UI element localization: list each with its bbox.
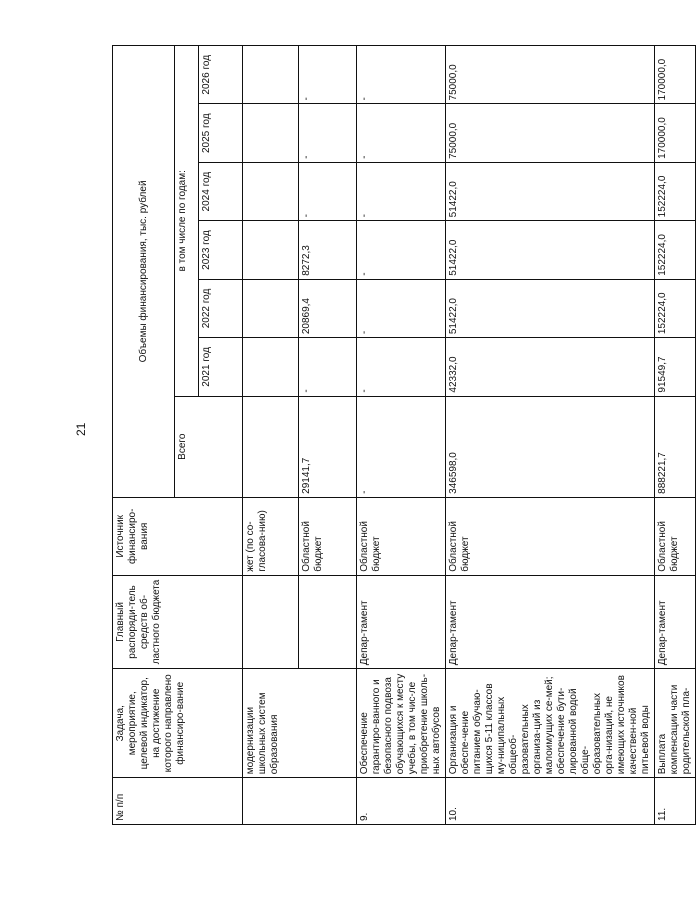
header-year-2025: 2025 год — [199, 104, 243, 162]
header-year-2023: 2023 год — [199, 221, 243, 279]
cell-task: Выплата компенсации части родительской пла- — [655, 669, 696, 778]
cell-year-2024: - — [357, 162, 446, 220]
header-source: Источник финансиро-вания — [113, 497, 243, 575]
cell-year-2026: - — [357, 46, 446, 104]
cell-year-2023: - — [357, 221, 446, 279]
cell-year-2024: 51422,0 — [446, 162, 655, 220]
cell-source: Областной бюджет — [446, 497, 655, 575]
cell-task: Организация и обеспе-чение питанием обучаю-щихся 5-11 классов му-ниципальных общеоб-разовательных организа-ций из малоимущих се-мей; обеспечение бути-лированной водой обще-образовательных орга-низаций, не имеющих источников качествен-ной питьевой воды — [446, 669, 655, 778]
cell-num — [243, 778, 357, 825]
cell-total: 29141,7 — [299, 396, 357, 497]
cell-admin — [243, 575, 299, 668]
cell-year-2021: 91549,7 — [655, 338, 696, 396]
cell-task: Обеспечение гарантиро-ванного и безопасного подвоза обучающихся к месту учебы, в том чис-ле приобретение школь-ных автобусов — [357, 669, 446, 778]
financing-table — [112, 45, 696, 825]
cell-year-2023 — [243, 221, 299, 279]
cell-source: Областной бюджет — [357, 497, 446, 575]
cell-admin: Депар-тамент — [357, 575, 446, 668]
table-row — [243, 46, 299, 825]
cell-year-2023: 152224,0 — [655, 221, 696, 279]
cell-source: Областной бюджет — [299, 497, 357, 575]
cell-year-2024 — [243, 162, 299, 220]
cell-year-2025: - — [357, 104, 446, 162]
cell-admin: Депар-тамент — [655, 575, 696, 668]
cell-admin — [299, 575, 357, 668]
cell-year-2022: 152224,0 — [655, 279, 696, 337]
cell-year-2025: 75000,0 — [446, 104, 655, 162]
cell-admin: Депар-тамент — [446, 575, 655, 668]
cell-year-2026 — [243, 46, 299, 104]
cell-year-2026: - — [299, 46, 357, 104]
cell-year-2023: 51422,0 — [446, 221, 655, 279]
cell-total: 346598,0 — [446, 396, 655, 497]
cell-year-2024: - — [299, 162, 357, 220]
cell-year-2022 — [243, 279, 299, 337]
cell-year-2025: - — [299, 104, 357, 162]
header-year-2024: 2024 год — [199, 162, 243, 220]
header-num: № п/п — [113, 778, 243, 825]
cell-num: 10. — [446, 778, 655, 825]
cell-year-2021 — [243, 338, 299, 396]
cell-year-2021: - — [357, 338, 446, 396]
header-volumes: Объемы финансирования, тыс. рублей — [113, 46, 175, 498]
cell-year-2023: 8272,3 — [299, 221, 357, 279]
cell-year-2022: 51422,0 — [446, 279, 655, 337]
cell-num: 9. — [357, 778, 446, 825]
cell-num: 11. — [655, 778, 696, 825]
table-row — [357, 46, 446, 825]
cell-task: модернизации школьных систем образования — [243, 669, 357, 778]
table-row — [655, 46, 696, 825]
cell-year-2025 — [243, 104, 299, 162]
cell-year-2026: 170000,0 — [655, 46, 696, 104]
header-total: Всего — [175, 396, 243, 497]
header-row-1 — [113, 46, 175, 825]
cell-year-2025: 170000,0 — [655, 104, 696, 162]
cell-year-2021: 42332,0 — [446, 338, 655, 396]
cell-source: Областной бюджет — [655, 497, 696, 575]
header-year-2021: 2021 год — [199, 338, 243, 396]
header-admin: Главный распоряди-тель средств об-ластного бюджета — [113, 575, 243, 668]
header-including: в том числе по годам: — [175, 46, 199, 397]
cell-source: жет (по со-гласова-нию) — [243, 497, 299, 575]
header-task: Задача, мероприятие, целевой индикатор, на достижение которого направлено финансиро-вание — [113, 669, 243, 778]
cell-total: - — [357, 396, 446, 497]
cell-total — [243, 396, 299, 497]
page-number: 21 — [74, 422, 88, 436]
cell-year-2021: - — [299, 338, 357, 396]
cell-total: 888221,7 — [655, 396, 696, 497]
cell-year-2026: 75000,0 — [446, 46, 655, 104]
cell-year-2022: 20869,4 — [299, 279, 357, 337]
cell-year-2024: 152224,0 — [655, 162, 696, 220]
financing-table-wrapper — [112, 45, 692, 825]
header-year-2022: 2022 год — [199, 279, 243, 337]
cell-year-2022: - — [357, 279, 446, 337]
header-year-2026: 2026 год — [199, 46, 243, 104]
table-row — [446, 46, 655, 825]
